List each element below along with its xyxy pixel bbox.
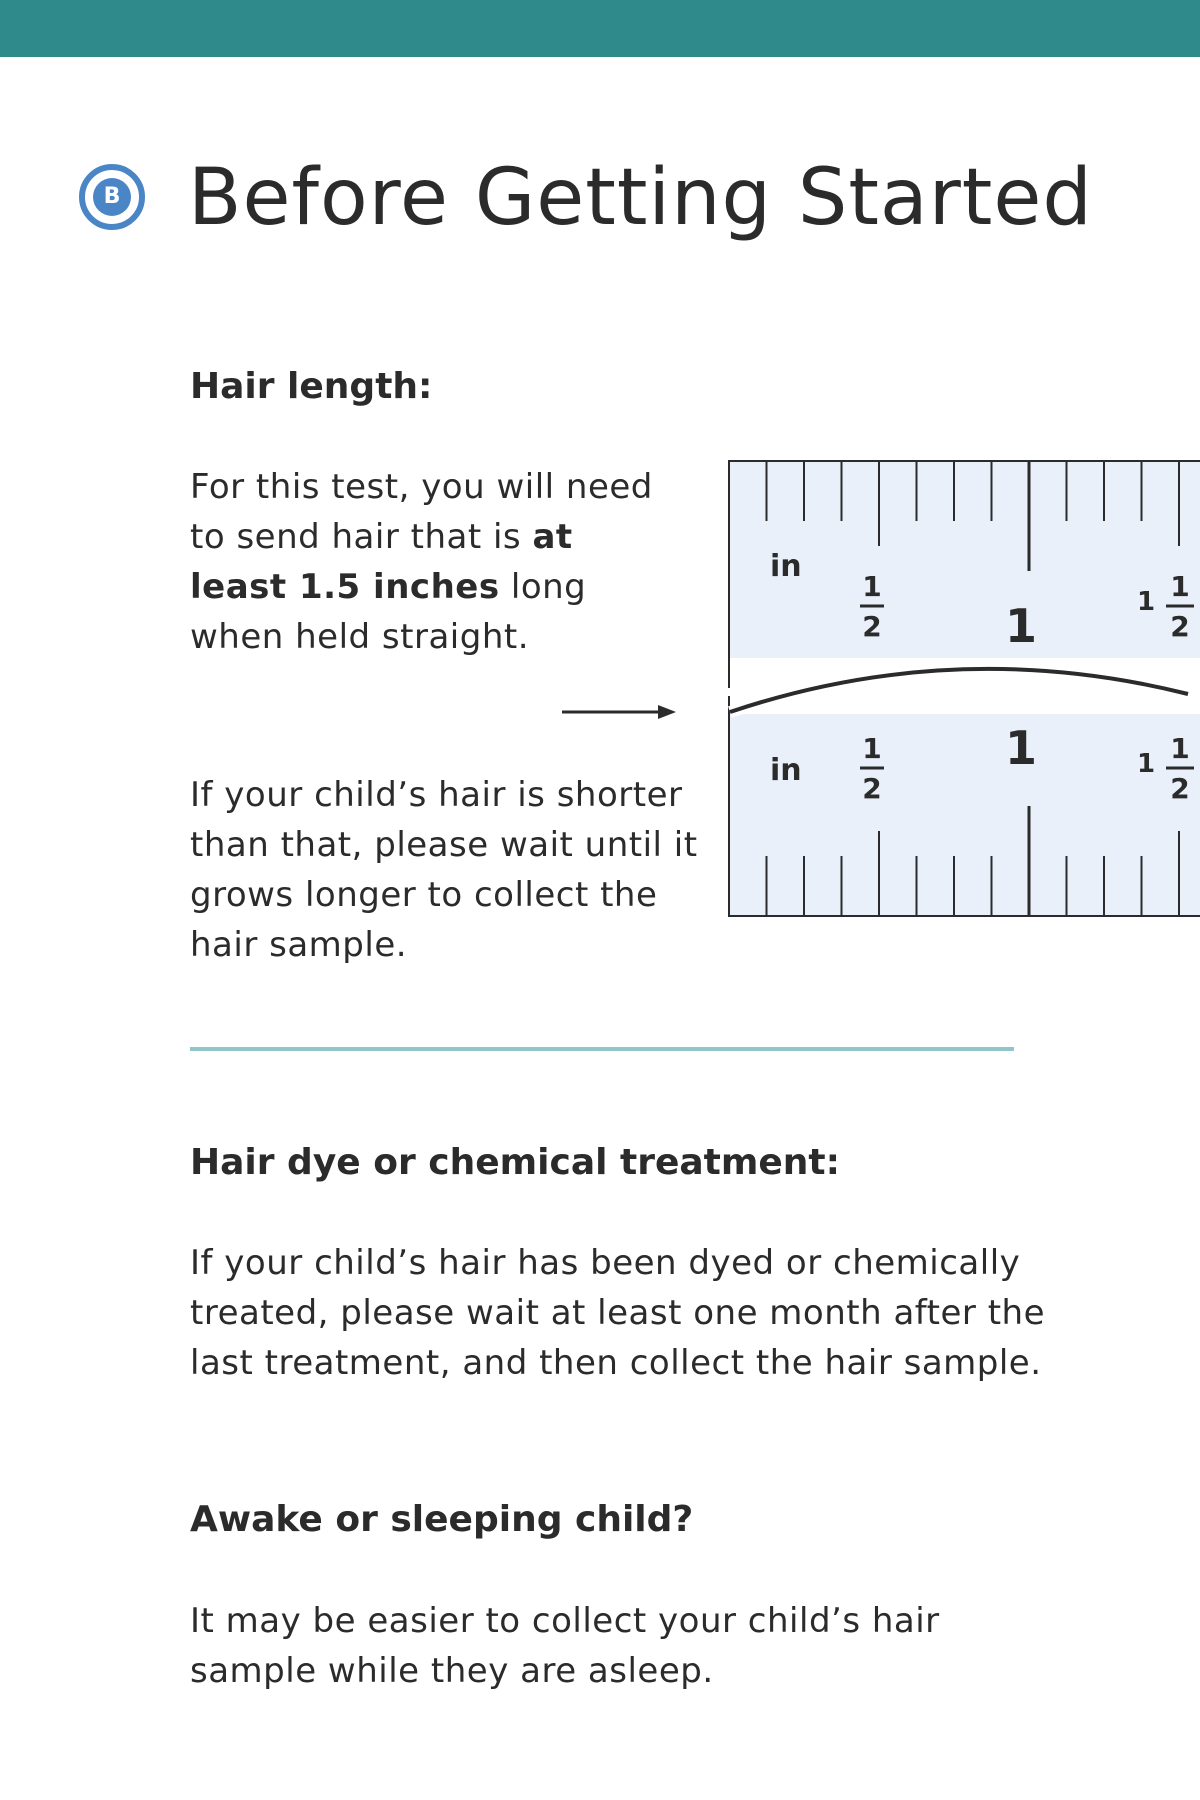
short-hair-paragraph: If your child’s hair is shorter than that, please wait until it grows longer to collect the hair sample.: [190, 775, 698, 965]
hair-length-requirement: at least 1.5 inches: [190, 517, 573, 607]
upper-one-label: 1: [1004, 599, 1038, 653]
lower-half-denominator: 2: [862, 772, 882, 805]
hair-length-paragraph: [190, 462, 680, 662]
upper-unit-label: in: [770, 549, 802, 584]
page-title: Before Getting Started: [188, 153, 1093, 243]
hair-dye-heading: Hair dye or chemical treatment:: [190, 1142, 841, 1183]
hair-length-heading: Hair length:: [190, 366, 433, 407]
section-b-badge-icon: [79, 164, 145, 230]
pointer-arrow-icon: [562, 700, 682, 724]
upper-half-denominator: 2: [862, 610, 882, 643]
upper-one-half-denominator: 2: [1170, 610, 1190, 643]
hair-dye-paragraph: If your child’s hair has been dyed or chemically treated, please wait at least one month after the last treatment, and then collect the hair sample.: [190, 1243, 1046, 1383]
hair-length-text-start: For this test, you will need to send hair that is: [190, 467, 653, 557]
section-badge-letter: B: [93, 178, 131, 216]
hair-length-text-end: long when held straight.: [190, 567, 587, 657]
lower-one-half-numerator: 1: [1170, 732, 1190, 765]
lower-unit-label-text: in: [770, 753, 802, 788]
lower-one-label: 1: [1004, 721, 1038, 775]
sleeping-child-heading: Awake or sleeping child?: [190, 1499, 694, 1540]
top-color-bar: [0, 0, 1200, 57]
sleeping-child-paragraph: It may be easier to collect your child’s hair sample while they are asleep.: [190, 1601, 940, 1691]
lower-half-numerator: 1: [862, 732, 882, 765]
ruler-illustration: [726, 458, 1200, 920]
section-divider: [190, 1047, 1014, 1051]
upper-one-half-whole: 1: [1136, 587, 1156, 617]
upper-one-half-numerator: 1: [1170, 570, 1190, 603]
lower-ruler: [729, 692, 1200, 916]
lower-one-half-denominator: 2: [1170, 772, 1190, 805]
upper-half-numerator: 1: [862, 570, 882, 603]
lower-one-half-whole: 1: [1136, 749, 1156, 779]
